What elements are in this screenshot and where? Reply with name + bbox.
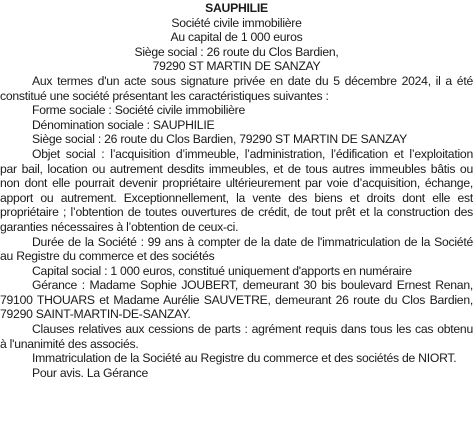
duree-line-2: au Registre du commerce et des sociétés <box>0 249 215 264</box>
company-address-street: Siège social : 26 route du Clos Bardien, <box>134 44 339 59</box>
objet-line-6: garanties nécessaires à l’obtention de ceux-ci. <box>0 219 239 234</box>
clauses-paragraph <box>0 322 473 351</box>
gerance-line-2: 79100 THOUARS et Madame Aurélie SAUVETRE, demeurant 26 route du Clos Bardien, <box>0 292 473 307</box>
denomination-sociale: Dénomination sociale : SAUPHILIE <box>32 117 215 132</box>
objet-line-1: Objet social : l’acquisition d’immeuble, l’administration, l’édification et l’exploitation <box>32 146 473 161</box>
objet-line-3: non dont elle pourrait devenir propriétaire ultérieurement par voie d’acquisition, échange, <box>0 176 473 191</box>
objet-social-paragraph <box>0 147 473 235</box>
clauses-line-1: Clauses relatives aux cessions de parts : agrément requis dans tous les cas obtenu <box>32 322 473 337</box>
objet-line-4: apport ou autrement. Exceptionnellement, la vente des biens et droits dont elle est <box>0 190 473 205</box>
intro-line-1: Aux termes d'un acte sous signature privée en date du 5 décembre 2024, il a été <box>32 73 473 88</box>
duree-paragraph <box>0 235 473 264</box>
forme-sociale: Forme sociale : Société civile immobilière <box>32 103 246 118</box>
intro-paragraph <box>0 74 473 103</box>
immatriculation: Immatriculation de la Société au Registre du commerce et des sociétés de NIORT. <box>32 351 457 366</box>
gerance-line-1: Gérance : Madame Sophie JOUBERT, demeurant 30 bis boulevard Ernest Renan, <box>32 278 473 293</box>
intro-line-2: constitué une société présentant les caractéristiques suivantes : <box>0 88 329 103</box>
objet-line-2: par bail, location ou autrement desdits immeubles, et de tous autres immeubles bâtis ou <box>0 161 473 176</box>
company-capital: Au capital de 1 000 euros <box>170 30 303 45</box>
company-address-city: 79290 ST MARTIN DE SANZAY <box>152 59 321 74</box>
company-type: Société civile immobilière <box>171 15 302 30</box>
objet-line-5: propriétaire ; l’obtention de toutes ouvertures de crédit, de tout prêt et la construction des <box>0 205 473 220</box>
duree-line-1: Durée de la Société : 99 ans à compter de la date de l'immatriculation de la Société <box>32 234 473 249</box>
gerance-line-3: 79290 SAINT-MARTIN-DE-SANZAY. <box>0 307 191 322</box>
siege-social: Siège social : 26 route du Clos Bardien, 79290 ST MARTIN DE SANZAY <box>32 132 408 147</box>
capital-social: Capital social : 1 000 euros, constitué uniquement d'apports en numéraire <box>32 263 412 278</box>
gerance-paragraph <box>0 278 473 322</box>
closing-signature: Pour avis. La Gérance <box>32 365 149 380</box>
clauses-line-2: à l'unanimité des associés. <box>0 336 139 351</box>
company-name: SAUPHILIE <box>205 1 268 15</box>
